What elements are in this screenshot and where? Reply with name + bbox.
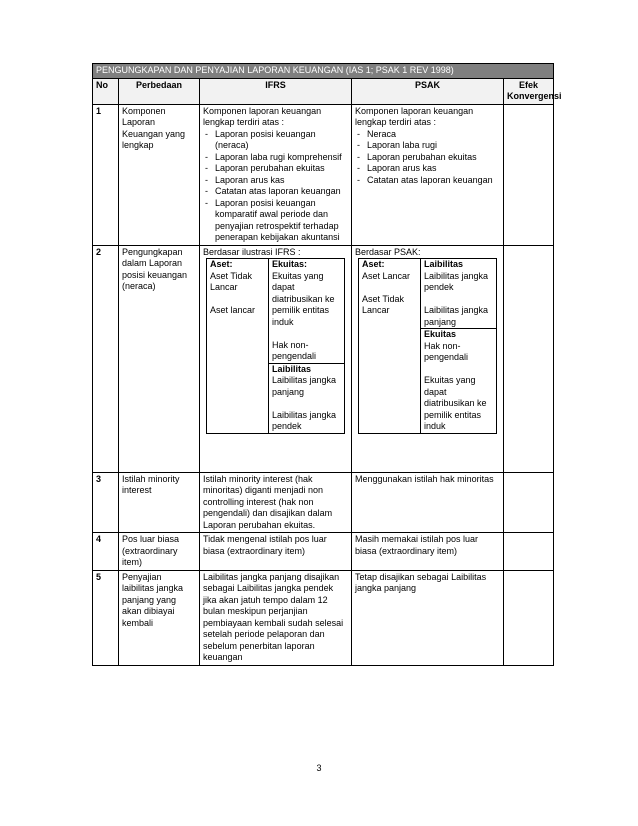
list-item: - Laporan laba rugi bbox=[355, 140, 500, 152]
row-psak bbox=[352, 104, 504, 245]
header-psak: PSAK bbox=[352, 78, 504, 104]
psak-aset-cell bbox=[359, 259, 421, 434]
page-number: 3 bbox=[316, 763, 322, 773]
header-efek: Efek Konvergensi bbox=[504, 78, 554, 104]
row-number: 1 bbox=[93, 104, 119, 245]
psak-hak-non: Hak non-pengendali bbox=[424, 340, 469, 362]
list-item: - Catatan atas laporan keuangan bbox=[355, 175, 500, 187]
list-item: - Laporan arus kas bbox=[203, 175, 348, 187]
psak-liab-panjang: Laibilitas jangka panjang bbox=[424, 305, 489, 327]
ifrs-liabilitas-cell bbox=[269, 363, 345, 433]
table-row bbox=[93, 472, 554, 533]
ifrs-liab-pendek: Laibilitas jangka pendek bbox=[272, 409, 337, 431]
list-item: - Laporan perubahan ekuitas bbox=[355, 152, 500, 164]
psak-liabilitas-cell bbox=[421, 259, 497, 329]
row-perbedaan: Pos luar biasa (extraordinary item) bbox=[119, 533, 200, 571]
ifrs-aset-lancar: Aset lancar bbox=[210, 305, 256, 315]
list-item: - Laporan posisi keuangan (neraca) bbox=[203, 129, 348, 152]
ifrs-aset-cell bbox=[207, 259, 269, 434]
row-psak: Tetap disajikan sebagai Laibilitas jangka panjang bbox=[352, 570, 504, 665]
psak-balance-sheet-box bbox=[358, 258, 497, 434]
psak-list bbox=[355, 129, 500, 187]
list-item: - Laporan perubahan ekuitas bbox=[203, 163, 348, 175]
row-perbedaan: Penyajian laibilitas jangka panjang yang akan dibiayai kembali bbox=[119, 570, 200, 665]
row-number: 4 bbox=[93, 533, 119, 571]
row-psak: Masih memakai istilah pos luar biasa (extraordinary item) bbox=[352, 533, 504, 571]
ifrs-ekuitas-head: Ekuitas: bbox=[272, 259, 308, 269]
header-perbedaan: Perbedaan bbox=[119, 78, 200, 104]
row-number: 2 bbox=[93, 245, 119, 472]
psak-intro: Komponen laporan keuangan lengkap terdiri atas : bbox=[355, 105, 474, 127]
psak-ekuitas-head: Ekuitas bbox=[424, 329, 457, 339]
row-ifrs: Laibilitas jangka panjang disajikan sebagai Laibilitas jangka pendek jika akan jatuh tempo dalam 12 bulan meskipun perjanjian pembiayaan kembali sudah selesai setelah periode pelaporan dan sebelum penerbitan laporan keuangan bbox=[200, 570, 352, 665]
row-ifrs: Istilah minority interest (hak minoritas) diganti menjadi non controlling interest (hak non pengendali) dan disajikan dalam Laporan perubahan ekuitas. bbox=[200, 472, 352, 533]
row-efek bbox=[504, 533, 554, 571]
ifrs-list bbox=[203, 129, 348, 244]
row-efek bbox=[504, 245, 554, 472]
table-title: PENGUNGKAPAN DAN PENYAJIAN LAPORAN KEUANGAN (IAS 1; PSAK 1 REV 1998) bbox=[93, 64, 554, 79]
ifrs-ekuitas-dist: Ekuitas yang dapat diatribusikan ke pemilik entitas induk bbox=[272, 270, 335, 327]
list-item: - Laporan arus kas bbox=[355, 163, 500, 175]
row-ifrs bbox=[200, 104, 352, 245]
list-item: - Catatan atas laporan keuangan bbox=[203, 186, 348, 198]
psak-ekuitas-dist: Ekuitas yang dapat diatribusikan ke pemilik entitas induk bbox=[424, 375, 487, 431]
ifrs-balance-sheet-box bbox=[206, 258, 345, 434]
row-efek bbox=[504, 570, 554, 665]
ifrs-hak-non: Hak non-pengendali bbox=[272, 339, 317, 361]
ifrs-aset-head: Aset: bbox=[210, 259, 233, 269]
row-efek bbox=[504, 472, 554, 533]
psak-intro: Berdasar PSAK: bbox=[355, 246, 421, 257]
row-efek bbox=[504, 104, 554, 245]
ifrs-liab-head: Laibilitas bbox=[272, 363, 312, 374]
table-header-row bbox=[93, 78, 554, 104]
ifrs-intro: Komponen laporan keuangan lengkap terdiri atas : bbox=[203, 105, 322, 127]
ifrs-ekuitas-cell bbox=[269, 259, 345, 364]
header-ifrs: IFRS bbox=[200, 78, 352, 104]
row-perbedaan: Komponen Laporan Keuangan yang lengkap bbox=[119, 104, 200, 245]
psak-aset-head: Aset: bbox=[362, 259, 385, 269]
list-item: - Neraca bbox=[355, 129, 500, 141]
table-row bbox=[93, 104, 554, 245]
row-number: 3 bbox=[93, 472, 119, 533]
row-perbedaan: Pengungkapan dalam Laporan posisi keuangan (neraca) bbox=[119, 245, 200, 472]
psak-aset-tidak-lancar: Aset Tidak Lancar bbox=[362, 293, 405, 315]
psak-liab-head: Laibilitas bbox=[424, 259, 464, 269]
row-psak bbox=[352, 245, 504, 472]
row-ifrs: Tidak mengenal istilah pos luar biasa (extraordinary item) bbox=[200, 533, 352, 571]
row-perbedaan: Istilah minority interest bbox=[119, 472, 200, 533]
table-row bbox=[93, 245, 554, 472]
header-no: No bbox=[93, 78, 119, 104]
table-row bbox=[93, 533, 554, 571]
list-item: - Laporan laba rugi komprehensif bbox=[203, 152, 348, 164]
table-row bbox=[93, 570, 554, 665]
row-psak: Menggunakan istilah hak minoritas bbox=[352, 472, 504, 533]
document-page bbox=[92, 63, 562, 666]
row-number: 5 bbox=[93, 570, 119, 665]
psak-ekuitas-cell bbox=[421, 329, 497, 434]
ifrs-intro: Berdasar ilustrasi IFRS : bbox=[203, 246, 301, 257]
ifrs-aset-tidak-lancar: Aset Tidak Lancar bbox=[210, 270, 253, 292]
ifrs-liab-panjang: Laibilitas jangka panjang bbox=[272, 375, 337, 397]
psak-liab-pendek: Laibilitas jangka pendek bbox=[424, 270, 489, 292]
psak-aset-lancar: Aset Lancar bbox=[362, 270, 411, 281]
comparison-table bbox=[92, 63, 562, 666]
row-ifrs bbox=[200, 245, 352, 472]
list-item: - Laporan posisi keuangan komparatif awal periode dan penyajian retrospektif terhadap penerapan kebijakan akuntansi bbox=[203, 198, 348, 244]
